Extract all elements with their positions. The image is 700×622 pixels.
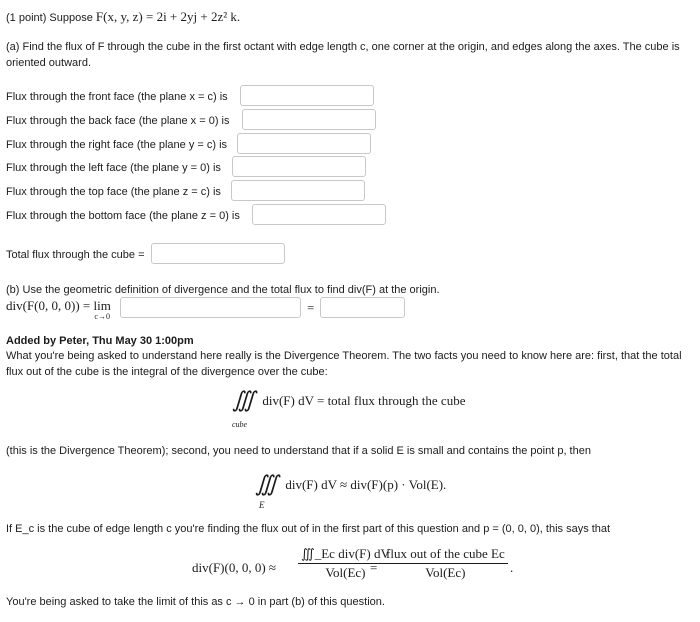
limit-subscript: c→0 — [94, 312, 110, 321]
back-face-label: Flux through the back face (the plane x = 0) is — [6, 115, 230, 127]
note-author: Added by Peter, Thu May 30 1:00pm — [6, 335, 194, 347]
problem-header — [6, 9, 240, 26]
bottom-face-label: Flux through the bottom face (the plane z = 0) is — [6, 210, 240, 222]
limit-operator — [94, 298, 111, 321]
part-a-intro: (a) Find the flux of F through the cube in the first octant with edge length c, one corner at the origin, and edges along the axes. The cube is oriented outward. — [6, 41, 680, 69]
right-face-label: Flux through the right face (the plane y = c) is — [6, 139, 228, 151]
left-face-input[interactable] — [232, 156, 366, 177]
divergence-answer-input[interactable] — [320, 297, 405, 318]
left-face-label: Flux through the left face (the plane y = 0) is — [6, 162, 221, 174]
note-paragraph-2: (this is the Divergence Theorem); second, you need to understand that if a solid E is small and contains the point p, then — [6, 445, 591, 457]
part-b-equation — [6, 298, 111, 321]
equation-2-subscript: E — [259, 500, 265, 510]
part-b-intro: (b) Use the geometric definition of divergence and the total flux to find div(F) at the origin. — [6, 284, 440, 296]
right-face-input[interactable] — [237, 133, 371, 154]
equation-2-text: div(F) dV ≈ div(F)(p) · Vol(E). — [285, 477, 447, 492]
equals-sign: = — [307, 300, 315, 315]
vector-field-formula: F(x, y, z) = 2i + 2yj + 2z² k. — [95, 9, 241, 24]
limit-expression-input[interactable] — [120, 297, 301, 318]
triple-integral-icon-2: ∭ — [255, 471, 279, 496]
equation-3-period: . — [510, 560, 514, 575]
bottom-face-input[interactable] — [252, 204, 386, 225]
equation-1-text: div(F) dV = total flux through the cube — [262, 393, 466, 408]
top-face-input[interactable] — [231, 180, 365, 201]
points-label: (1 point) — [6, 12, 47, 24]
back-face-input[interactable] — [242, 109, 376, 130]
front-face-label: Flux through the front face (the plane x = c) is — [6, 91, 228, 103]
equation-3-lhs: div(F)(0, 0, 0) ≈ — [192, 560, 277, 575]
equation-3-fraction-1 — [298, 546, 393, 581]
note-paragraph-1: What you're being asked to understand here really is the Divergence Theorem. The two facts you need to know here are: first, that the total flux out of the cube is the integral of the divergence over the cube: — [6, 350, 682, 378]
limit-text: lim — [93, 298, 111, 313]
note-paragraph-4: You're being asked to take the limit of this as c → 0 in part (b) of this question. — [6, 596, 385, 608]
fraction-1-denominator: Vol(Ec) — [325, 565, 366, 580]
total-flux-label: Total flux through the cube = — [6, 249, 145, 261]
divergence-lhs: div(F(0, 0, 0)) = — [6, 298, 94, 313]
front-face-input[interactable] — [240, 85, 374, 106]
equation-divergence-theorem — [232, 387, 466, 412]
fraction-2-denominator: Vol(Ec) — [425, 565, 466, 580]
note-paragraph-3: If E_c is the cube of edge length c you're finding the flux out of in the first part of this question and p = (0, 0, 0), this says that — [6, 523, 611, 535]
equation-3-equals: = — [370, 560, 378, 575]
equation-1-subscript: cube — [232, 420, 248, 429]
equation-approximation — [255, 471, 447, 496]
triple-integral-icon: ∭ — [232, 387, 256, 412]
fraction-1-numerator: ∭_Ec div(F) dV — [298, 546, 393, 564]
equation-3-fraction-2 — [383, 546, 508, 581]
suppose-label: Suppose — [49, 12, 93, 24]
total-flux-input[interactable] — [151, 243, 285, 264]
fraction-2-numerator: flux out of the cube Ec — [383, 546, 508, 564]
top-face-label: Flux through the top face (the plane z = c) is — [6, 186, 221, 198]
